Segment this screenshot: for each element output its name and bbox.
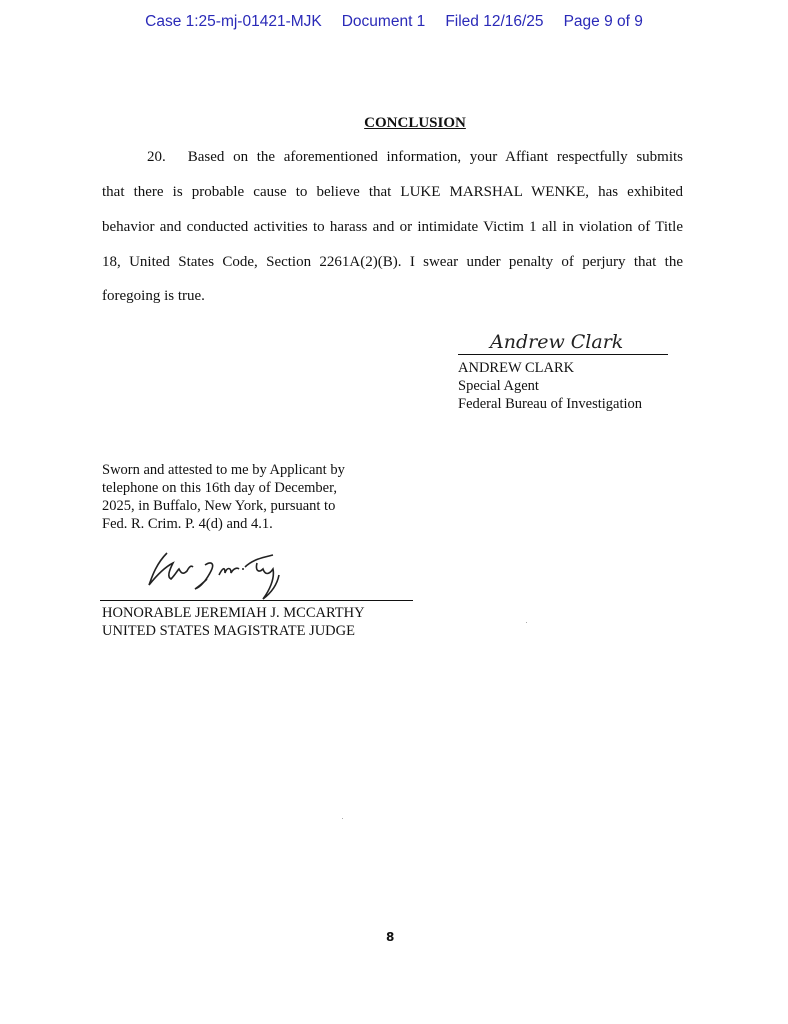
paragraph-number: 20. (147, 149, 166, 165)
paragraph-line-1 (102, 149, 683, 166)
section-title: CONCLUSION (364, 115, 466, 131)
sworn-line: telephone on this 16th day of December, (102, 480, 337, 496)
scan-speck (526, 622, 527, 623)
case-number: Case 1:25-mj-01421-MJK (145, 13, 322, 30)
filed-date: Filed 12/16/25 (445, 13, 544, 30)
scan-speck (342, 818, 343, 819)
sworn-line: 2025, in Buffalo, New York, pursuant to (102, 498, 336, 514)
agent-signature: Andrew Clark (490, 331, 624, 353)
agent-block (458, 359, 642, 413)
sworn-line: Fed. R. Crim. P. 4(d) and 4.1. (102, 516, 273, 532)
case-header (0, 13, 788, 31)
judge-name: HONORABLE JEREMIAH J. MCCARTHY (102, 605, 365, 621)
agent-title: Special Agent (458, 378, 539, 394)
judge-signature-line (100, 600, 413, 601)
page-number: 8 (386, 930, 395, 944)
paragraph-line-4: 18, United States Code, Section 2261A(2)(B). I swear under penalty of perjury that the (102, 254, 683, 270)
paragraph-line-3: behavior and conducted activities to harass and or intimidate Victim 1 all in violation of Title (102, 219, 683, 235)
agent-name: ANDREW CLARK (458, 360, 575, 376)
judge-title: UNITED STATES MAGISTRATE JUDGE (102, 623, 355, 639)
agent-agency: Federal Bureau of Investigation (458, 396, 643, 412)
paragraph-line-2: that there is probable cause to believe that LUKE MARSHAL WENKE, has exhibited (102, 184, 683, 200)
judge-signature (145, 545, 305, 605)
document-number: Document 1 (341, 13, 426, 30)
sworn-line: Sworn and attested to me by Applicant by (102, 462, 345, 478)
paragraph-line-5: foregoing is true. (102, 288, 205, 304)
sworn-statement (102, 461, 345, 533)
page-indicator: Page 9 of 9 (563, 13, 643, 30)
judge-block (102, 604, 365, 640)
paragraph-text: Based on the aforementioned information, your Affiant respectfully submits (187, 149, 683, 165)
